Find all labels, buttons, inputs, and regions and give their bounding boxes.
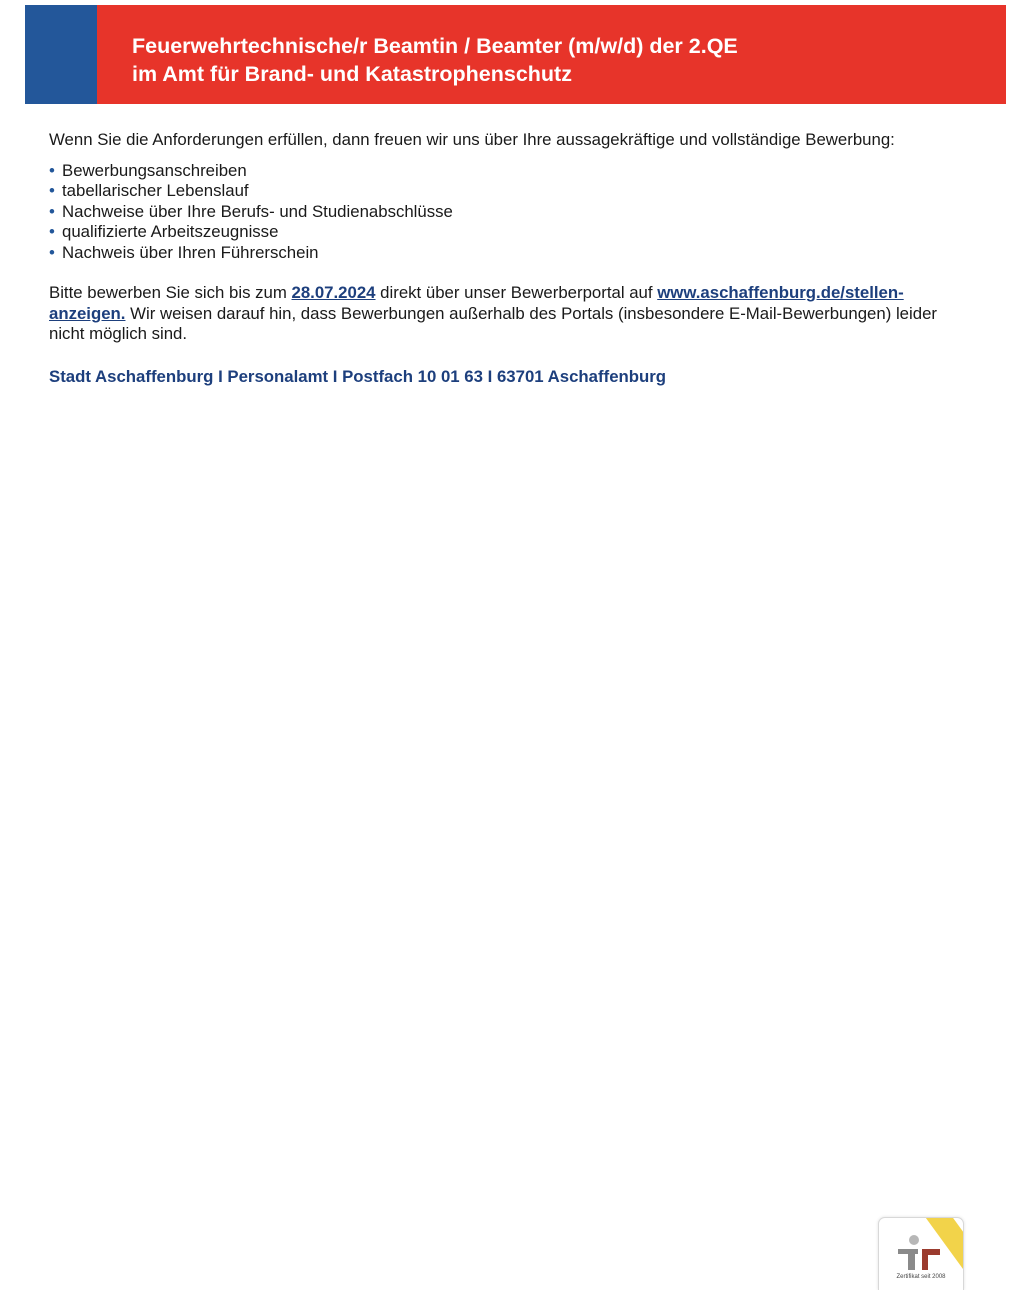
job-title [132,32,986,88]
job-title-line-1: Feuerwehrtechnische/r Beamtin / Beamter (m/w/d) der 2.QE [132,34,738,58]
intro-text: Wenn Sie die Anforderungen erfüllen, dann freuen wir uns über Ihre aussagekräftige und vollständige Bewerbung: [49,130,895,149]
apply-middle: direkt über unser Bewerberportal auf [375,283,658,302]
document-label: Nachweis über Ihren Führerschein [62,242,319,262]
job-title-line-2: im Amt für Brand- und Katastrophenschutz [132,62,572,86]
document-label: qualifizierte Arbeitszeugnisse [62,222,279,241]
header-blue-accent [25,5,97,104]
deadline-link[interactable]: 28.07.2024 [291,283,376,302]
certificate-logo-icon [895,1232,947,1272]
bullet-icon: • [49,160,55,180]
list-item [49,181,959,202]
list-item [49,202,959,223]
document-label: tabellarischer Lebenslauf [62,181,249,200]
bullet-icon: • [49,201,55,221]
contact-address: Stadt Aschaffenburg I Personalamt I Postfach 10 01 63 I 63701 Aschaffenburg [49,366,667,386]
apply-suffix: Wir weisen darauf hin, dass Bewerbungen außerhalb des Portals (insbesondere E-Mail-Bewerbungen) leider nicht möglich sind. [49,303,937,343]
bullet-icon: • [49,242,55,262]
apply-prefix: Bitte bewerben Sie sich bis zum [49,283,292,302]
list-item [49,161,959,182]
bullet-icon: • [49,222,55,241]
document-label: Nachweise über Ihre Berufs- und Studienabschlüsse [62,201,453,221]
required-documents-list [49,161,959,264]
bullet-icon: • [49,181,55,200]
list-item [49,243,959,264]
portal-link[interactable]: www.aschaffenburg.de/stellen-anzeigen. [49,283,904,323]
application-instructions [49,283,959,345]
certificate-badge [878,1217,964,1290]
application-section [49,130,959,387]
header-banner [25,5,1006,104]
list-item [49,222,959,243]
document-label: Bewerbungsanschreiben [62,160,247,180]
certificate-caption: Zertifikat seit 2008 [896,1274,946,1280]
